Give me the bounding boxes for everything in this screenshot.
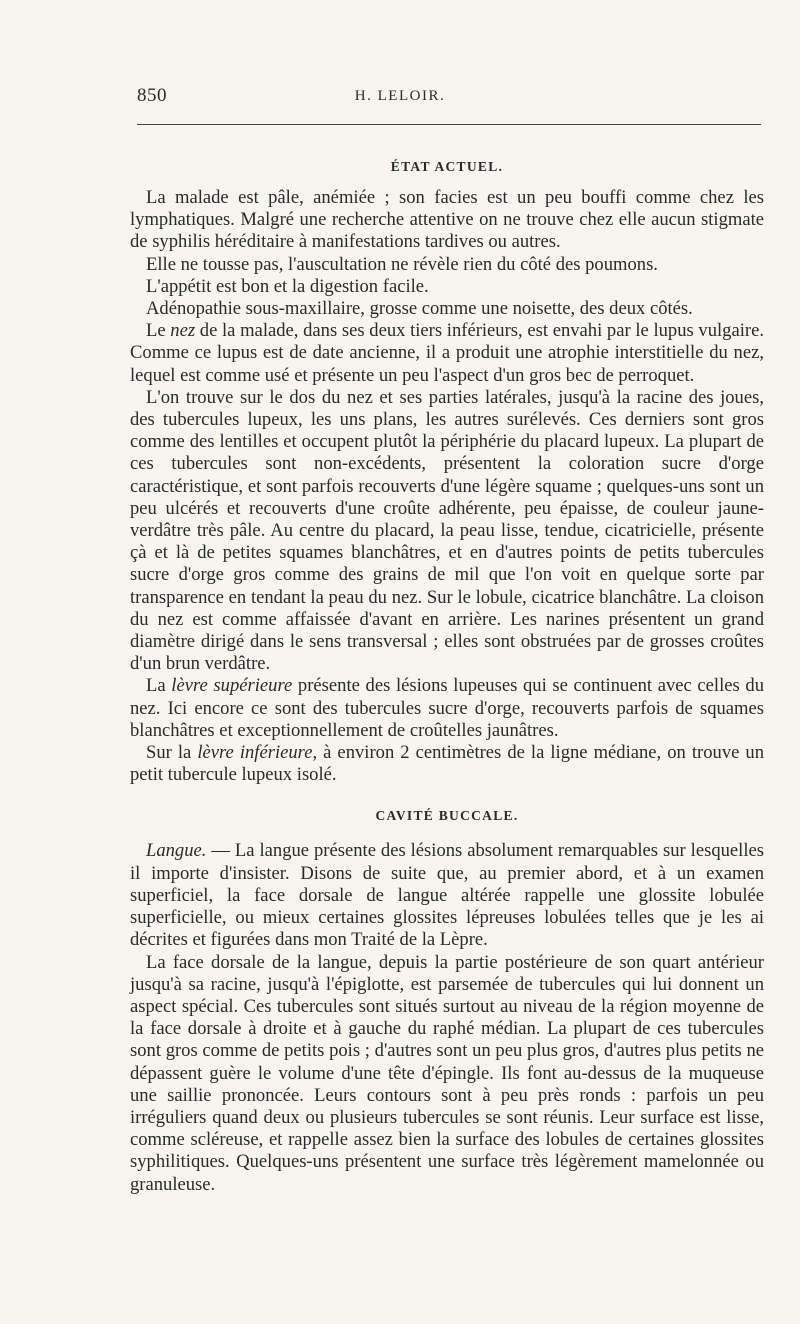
- lower-lip-text: , à environ 2 centimètres de la ligne médiane, on trouve un petit tubercule lupeux isolé.: [130, 742, 764, 786]
- section-heading-cavite-buccale: CAVITÉ BUCCALE.: [375, 808, 519, 824]
- paragraph-general-state: La malade est pâle, anémiée ; son facies est un peu bouffi comme chez les lymphatiques. Malgré une recherche attentive on ne trouve chez elle aucun stigmate de syphilis héréditaire à manifestations tardives ou autres.: [130, 187, 764, 253]
- lower-lip-term: lèvre inférieure: [197, 742, 313, 764]
- upper-lip-term: lèvre supérieure: [171, 675, 293, 697]
- paragraph-adenopathy: Adénopathie sous-maxillaire, grosse comme une noisette, des deux côtés.: [146, 298, 693, 320]
- tongue-text: — La langue présente des lésions absolument remarquables sur lesquelles il importe d'insister. Disons de suite que, au premier abord, et à un examen superficiel, la face dorsale de langue altérée rappelle une glossite lobulée superficielle, ou mieux certaines glossites lépreuses lobulées telles que je les ai décrites et figurées dans mon Traité de la Lèpre.: [130, 840, 764, 951]
- tongue-term: Langue.: [146, 840, 207, 862]
- nose-text: de la malade, dans ses deux tiers inférieurs, est envahi par le lupus vulgaire. Comme ce lupus est de date ancienne, il a produit une atrophie interstitielle du nez, lequel est comme usé et présente un peu l'aspect d'un gros bec de perroquet.: [130, 320, 764, 386]
- paragraph-tongue: [130, 840, 764, 951]
- paragraph-auscultation: Elle ne tousse pas, l'auscultation ne révèle rien du côté des poumons.: [146, 253, 658, 275]
- body-text: [130, 145, 764, 1196]
- page-number: 850: [137, 85, 167, 106]
- running-head: H. LELOIR.: [354, 88, 446, 104]
- lower-lip-lead: Sur la: [146, 742, 198, 764]
- paragraph-lower-lip: [130, 742, 764, 786]
- upper-lip-lead: La: [146, 675, 172, 697]
- upper-lip-text: présente des lésions lupeuses qui se continuent avec celles du nez. Ici encore ce sont des tubercules sucre d'orge, recouverts parfois de squames blanchâtres et exceptionnellement de croûtelles jaunâtres.: [130, 675, 764, 741]
- paragraph-tongue-dorsal: La face dorsale de la langue, depuis la partie postérieure de son quart antérieur jusqu'à sa racine, jusqu'à l'épiglotte, est parsemée de tubercules qui lui donnent un aspect spécial. Ces tubercules sont situés surtout au niveau de la région moyenne de la face dorsale à droite et à gauche du raphé médian. La plupart de ces tubercules sont gros comme de petits pois ; d'autres sont un peu plus gros, d'autres plus petits ne dépassent guère le volume d'une tête d'épingle. Ils font au-dessus de la muqueuse une saillie prononcée. Leurs contours sont à peu près ronds : parfois un peu irréguliers quand deux ou plusieurs tubercules se sont réunis. Leur surface est lisse, comme scléreuse, et rappelle assez bien la surface des lobules de certaines glossites syphilitiques. Quelques-uns présentent une surface très légèrement mamelonnée ou granuleuse.: [130, 951, 764, 1195]
- nose-term: nez: [170, 320, 196, 342]
- paragraph-appetite: L'appétit est bon et la digestion facile.: [146, 275, 429, 297]
- paragraph-tubercles: L'on trouve sur le dos du nez et ses parties latérales, jusqu'à la racine des joues, des tubercules lupeux, les uns plans, les autres surélevés. Ces derniers sont gros comme des lentilles et occupent plutôt la périphérie du placard lupeux. La plupart de ces tubercules sont non-excédents, présentent la coloration sucre d'orge caractéristique, et sont parfois recouverts d'une légère squame ; quelques-uns sont un peu ulcérés et recouverts d'une croûte adhérente, peu épaisse, de couleur jaune-verdâtre très pâle. Au centre du placard, la peau lisse, tendue, cicatricielle, présente çà et là de petites squames blanchâtres, et en d'autres points de petits tubercules sucre d'orge gros comme des grains de mil que l'on voit en quelque sorte par transparence en tendant la peau du nez. Sur le lobule, cicatrice blanchâtre. La cloison du nez est comme affaissée d'avant en arrière. Les narines présentent un grand diamètre dirigé dans le sens transversal ; elles sont obstruées par de grosses croûtes d'un brun verdâtre.: [130, 386, 764, 675]
- paragraph-upper-lip: [130, 675, 764, 742]
- header-rule: [137, 124, 761, 125]
- nose-lead: Le: [146, 320, 171, 342]
- section-heading-etat-actuel: ÉTAT ACTUEL.: [390, 159, 504, 174]
- paragraph-nose: [130, 320, 764, 387]
